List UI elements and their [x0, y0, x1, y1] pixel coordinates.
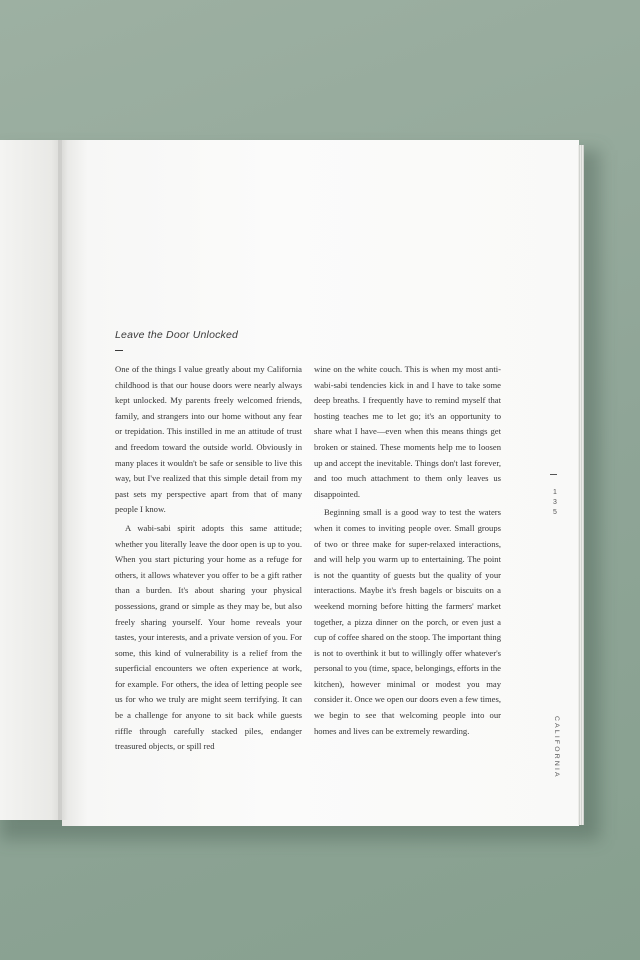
text-column-2: [314, 362, 501, 739]
page-number-digit: 5: [553, 509, 557, 516]
running-head: CALIFORNIA: [553, 716, 560, 779]
page-edges: [578, 145, 584, 825]
title-rule: [115, 350, 123, 351]
page-number-digit: 3: [553, 499, 557, 506]
section-title: Leave the Door Unlocked: [115, 329, 239, 341]
page-number-digit: 1: [553, 489, 557, 496]
paragraph: A wabi-sabi spirit adopts this same attitude; whether you literally leave the door open is up to you. When you start picturing your home as a refuge for others, it allows whatever you offer to be a gift rather than a burden. It's about sharing your physical possessions, grand or simple as they may be, but also freely sharing yourself. Your home reveals your tastes, your interests, and a private version of you. For some, this kind of vulnerability is a relief from the superficial encounters we often experience at work, for example. For others, the idea of letting people see us for who we truly are might seem terrifying. It can be a challenge for anyone to sit back while guests riffle through carefully stacked piles, endanger treasured objects, or spill red: [115, 522, 302, 752]
paragraph: wine on the white couch. This is when my most anti-wabi-sabi tendencies kick in and I have to take some deep breaths. I frequently have to remind myself that hosting teaches me to let go; it's an opportunity to share what I have—even when this means things get broken or stained. These moments help me to loosen up and accept the inevitable. Things don't last forever, and too much attachment to them only leaves us disappointed.: [314, 364, 501, 499]
folio-rule: [550, 474, 557, 475]
page-number: [551, 488, 559, 518]
paragraph: Beginning small is a good way to test the waters when it comes to inviting people over. Small groups of two or three make for super-relaxed interactions, and will help you warm up to entertaining. The point is not the quantity of guests but the quality of your interactions. Maybe it's fresh bagels or biscuits on a weekend morning before hitting the farmers' market together, a pizza dinner on the porch, or even just a cup of coffee shared on the stoop. The important thing is not to overthink it but to willingly offer whatever's personal to you (time, space, belongings, efforts in the kitchen), however minimal or modest you may consider it. Once we open our doors even a few times, we begin to see that welcoming people into our homes and lives can be extremely rewarding.: [314, 507, 501, 736]
left-page: [0, 140, 64, 820]
book-gutter: [58, 140, 68, 820]
text-column-1: [115, 362, 302, 755]
paragraph: One of the things I value greatly about my California childhood is that our house doors were nearly always kept unlocked. My parents freely welcomed friends, family, and strangers into our home without any fear or trepidation. This instilled in me an attitude of trust and freedom toward the outside world. Obviously in many places it wouldn't be safe or sensible to live this way, but I've realized that this simple detail from my past sets my perspective apart from that of many people I know.: [115, 364, 302, 515]
